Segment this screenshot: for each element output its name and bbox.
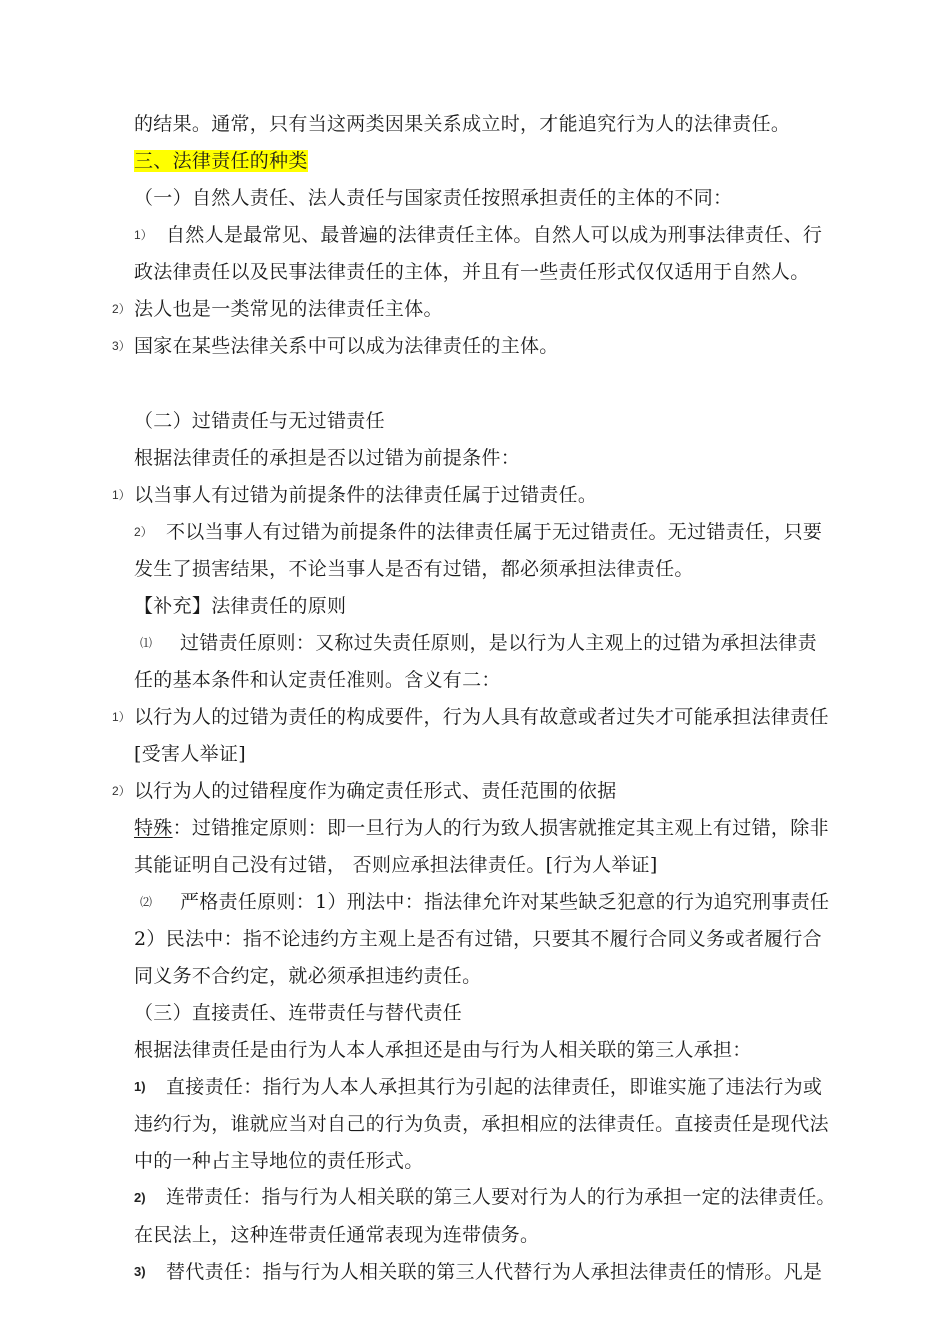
paragraph-line: 根据法律责任是由行为人本人承担还是由与行为人相关联的第三人承担： xyxy=(134,1039,752,1061)
list-item-text: 替代责任：指与行为人相关联的第三人代替行为人承担法律责任的情形。凡是 xyxy=(166,1261,823,1283)
list-marker: 3） xyxy=(112,339,131,353)
special-text: ：过错推定原则：即一旦行为人的行为致人损害就推定其主观上有过错，除非 xyxy=(172,817,829,839)
paragraph-line: 的结果。通常，只有当这两类因果关系成立时，才能追究行为人的法律责任。 xyxy=(134,113,791,135)
paragraph-line: 政法律责任以及民事法律责任的主体，并且有一些责任形式仅仅适用于自然人。 xyxy=(134,261,810,283)
heading-highlight: 三、法律责任的种类 xyxy=(134,150,308,172)
paragraph-line: 根据法律责任的承担是否以过错为前提条件： xyxy=(134,447,521,469)
paragraph-line xyxy=(134,815,829,841)
list-item-text: 以当事人有过错为前提条件的法律责任属于过错责任。 xyxy=(134,484,598,506)
list-item-text: 严格责任原则：1）刑法中：指法律允许对某些缺乏犯意的行为追究刑事责任 xyxy=(180,891,830,913)
subsection-heading: （二）过错责任与无过错责任 xyxy=(134,410,385,432)
paragraph-line: 任的基本条件和认定责任准则。含义有二： xyxy=(134,669,501,691)
list-item-text: 直接责任：指行为人本人承担其行为引起的法律责任，即谁实施了违法行为或 xyxy=(166,1076,823,1098)
list-marker: 1) xyxy=(134,1079,146,1094)
list-marker: 1） xyxy=(134,228,153,242)
list-item-text: 连带责任：指与行为人相关联的第三人要对行为人的行为承担一定的法律责任。 xyxy=(166,1187,836,1208)
list-item-text: 以行为人的过错程度作为确定责任形式、责任范围的依据 xyxy=(134,780,617,802)
paragraph-line: 在民法上，这种连带责任通常表现为连带债务。 xyxy=(134,1224,540,1246)
paragraph-line: 2）民法中：指不论违约方主观上是否有过错，只要其不履行合同义务或者履行合 xyxy=(134,928,822,950)
special-label: 特殊 xyxy=(134,817,173,839)
subsection-heading: （一）自然人责任、法人责任与国家责任按照承担责任的主体的不同： xyxy=(134,187,733,209)
list-item-text: 以行为人的过错为责任的构成要件，行为人具有故意或者过失才可能承担法律责任 xyxy=(134,706,829,728)
list-marker: 2） xyxy=(112,784,131,798)
paragraph-line: 同义务不合约定，就必须承担违约责任。 xyxy=(134,965,482,987)
list-item-text: 法人也是一类常见的法律责任主体。 xyxy=(134,298,443,320)
list-marker: 3) xyxy=(134,1264,146,1279)
supplement-heading: 【补充】法律责任的原则 xyxy=(134,595,347,617)
paragraph-line: 违约行为，谁就应当对自己的行为负责，承担相应的法律责任。直接责任是现代法 xyxy=(134,1113,829,1135)
list-marker: 1） xyxy=(112,710,131,724)
paragraph-line: 其能证明自己没有过错， 否则应承担法律责任。[行为人举证] xyxy=(134,854,658,876)
list-marker: ⑵ xyxy=(140,895,153,909)
list-item-text: 国家在某些法律关系中可以成为法律责任的主体。 xyxy=(134,335,559,357)
paragraph-line: [受害人举证] xyxy=(134,743,246,765)
subsection-heading: （三）直接责任、连带责任与替代责任 xyxy=(134,1002,463,1024)
list-item-text: 过错责任原则：又称过失责任原则，是以行为人主观上的过错为承担法律责 xyxy=(180,632,817,654)
list-marker: 1） xyxy=(112,488,131,502)
section-heading xyxy=(134,148,308,174)
list-item-text: 不以当事人有过错为前提条件的法律责任属于无过错责任。无过错责任，只要 xyxy=(166,521,823,543)
paragraph-line: 发生了损害结果，不论当事人是否有过错，都必须承担法律责任。 xyxy=(134,558,694,580)
list-marker: ⑴ xyxy=(140,636,153,650)
paragraph-line: 中的一种占主导地位的责任形式。 xyxy=(134,1150,424,1172)
list-marker: 2） xyxy=(112,302,131,316)
list-item-text: 自然人是最常见、最普遍的法律责任主体。自然人可以成为刑事法律责任、行 xyxy=(166,224,823,246)
list-marker: 2) xyxy=(134,1190,146,1205)
list-marker: 2） xyxy=(134,525,153,539)
